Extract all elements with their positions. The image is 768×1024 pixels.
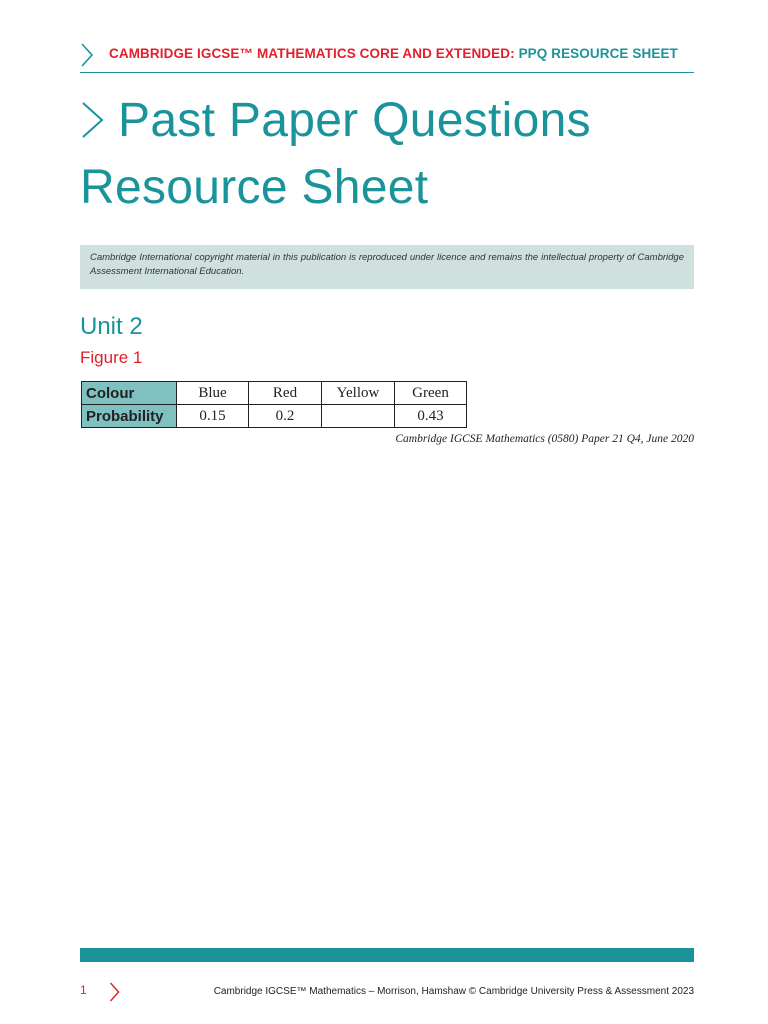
header-series-label: CAMBRIDGE IGCSE™ MATHEMATICS CORE AND EXTENDED: [109,46,519,61]
header-title [109,46,678,61]
chevron-right-icon [80,43,94,67]
chevron-right-icon [109,982,120,1002]
table-cell: Green [395,382,467,405]
probability-table [81,381,467,428]
table-cell: 0.15 [177,405,249,428]
footer-credit: Cambridge IGCSE™ Mathematics – Morrison, Hamshaw © Cambridge University Press & Assessment 2023 [213,986,694,997]
table-cell: 0.43 [395,405,467,428]
title-chevron-icon [80,97,106,143]
source-citation: Cambridge IGCSE Mathematics (0580) Paper 21 Q4, June 2020 [395,433,694,445]
table-cell: Blue [177,382,249,405]
copyright-notice: Cambridge International copyright material in this publication is reproduced under licence and remains the intellectual property of Cambridge Assessment International Education. [80,245,694,289]
table-row [82,382,467,405]
row-header-probability: Probability [82,405,177,428]
running-header [80,40,694,73]
page-number: 1 [80,983,87,997]
table-row [82,405,467,428]
row-header-colour: Colour [82,382,177,405]
page-title-line-1: Past Paper Questions [118,94,591,147]
unit-heading: Unit 2 [80,313,143,340]
header-sheet-label: PPQ RESOURCE SHEET [518,46,678,61]
footer-bar [80,948,694,962]
table-cell: Red [249,382,322,405]
figure-label: Figure 1 [80,348,143,367]
table-cell: 0.2 [249,405,322,428]
page-title-line-2: Resource Sheet [80,161,429,214]
table-cell: Yellow [322,382,395,405]
table-cell-empty [322,405,395,428]
